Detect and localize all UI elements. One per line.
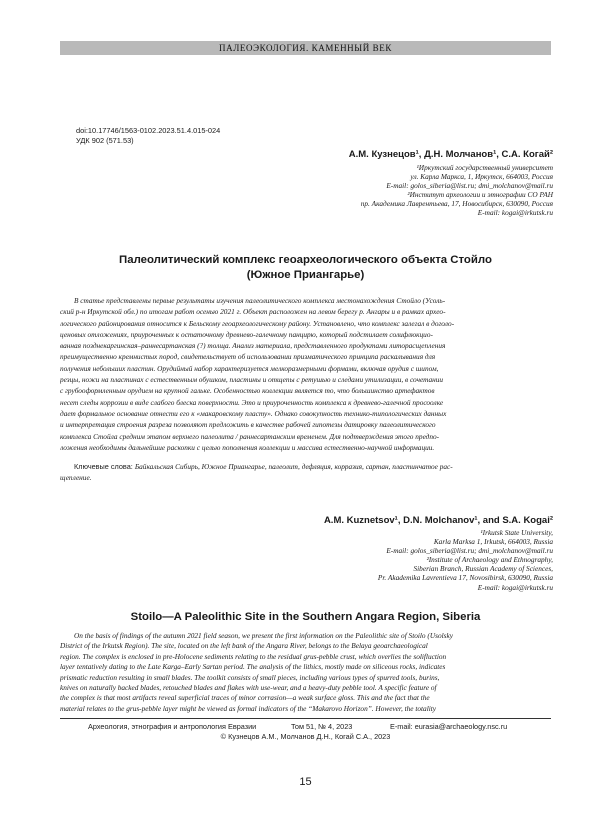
affil-email[interactable]: E-mail: kogai@irkutsk.ru xyxy=(477,582,553,592)
abstract-ru xyxy=(60,295,551,453)
affiliation-en xyxy=(378,528,553,592)
affil-line: Karla Marksa 1, Irkutsk, 664003, Russia xyxy=(433,537,553,547)
abstract-line: несет следы коррозии в виде слабого блеска поверхности. Это и приуроченность комплекса к древнево-галечной просоолке xyxy=(60,397,444,407)
journal-email[interactable]: E-mail: eurasia@archaeology.nsc.ru xyxy=(390,722,508,731)
abstract-line: резцы, ножи на пластинах с естественным обушком, пластины и отщепы с ретушью и следами утилизации, в сочетании xyxy=(60,375,444,385)
abstract-line: дает формальное основание отнести его к «макаровскому пласту». Однако совокупность технико-типологических данных xyxy=(60,408,447,418)
affil-email[interactable]: E-mail: kogai@irkutsk.ru xyxy=(477,208,553,218)
abstract-line: и интерпретация строения разреза позволяют предложить в качестве рабочей гипотезы датировку палеолитического xyxy=(60,420,436,430)
doi[interactable]: doi:10.17746/1563-0102.2023.51.4.015-024 xyxy=(76,126,221,135)
abstract-line: преимущественно кремнистых пород, свидетельствует об использовании призматического принципа раскалывания для xyxy=(60,352,436,362)
affil-line: ²Institute of Archaeology and Ethnography, xyxy=(426,555,553,565)
page-number: 15 xyxy=(299,776,312,788)
abstract-line: ценовых отложениях, приуроченных к остаточному древнево-галечному панцирю, который подстилает солифлюкцио- xyxy=(60,329,433,339)
title-line: Палеолитический комплекс геоархеологического объекта Стойло xyxy=(119,254,492,266)
abstract-line: the complex is that most artifacts reveal superficial traces of minor corrasion—a weak surface gloss. This and the fact that the xyxy=(60,693,430,703)
keywords-text: Байкальская Сибирь, Южное Приангарье, палеолит, дефляция, корразия, сартан, пластинчатое рас- xyxy=(134,462,453,471)
affil-email[interactable]: E-mail: golos_siberia@list.ru; dmi_molchanov@mail.ru xyxy=(386,181,553,191)
footer-divider xyxy=(60,718,551,719)
abstract-line: prismatic reduction resulting in small blades. The toolkit consists of small pieces, including various types of spurred tools, burins, xyxy=(60,672,440,682)
abstract-line: логического районирования относится к Бельскому геоархеологическому району. Установлено, что комплекс залегал в доголо- xyxy=(60,318,455,328)
affil-line: пр. Академика Лаврентьева, 17, Новосибирск, 630090, Россия xyxy=(360,199,553,209)
journal-name: Археология, этнография и антропология Евразии xyxy=(88,722,257,731)
abstract-line: получения небольших пластин. Орудийный набор характеризуется мелкоразмерными формами, включая орудия с шипом, xyxy=(60,363,439,373)
authors-en: A.M. Kuznetsov¹, D.N. Molchanov¹, and S.A. Kogai² xyxy=(323,515,553,526)
section-header: ПАЛЕОЭКОЛОГИЯ. КАМЕННЫЙ ВЕК xyxy=(60,41,551,55)
affil-line: ¹Иркутский государственный университет xyxy=(416,163,553,172)
abstract-line: комплекса Стойла средним этапом верхнего палеолита / раннесартанским временем. Для подтверждения этого предпо- xyxy=(60,431,440,441)
affil-line: ²Институт археологии и этнографии СО РАН xyxy=(407,190,553,200)
abstract-en xyxy=(60,631,551,714)
abstract-line: ский р-н Иркутской обл.) по итогам работ осенью 2021 г. Объект расположен на левом берегу р. Ангары и в рамках архео- xyxy=(60,307,446,317)
abstract-line: В статье представлены первые результаты изучения палеолитического комплекса местонахождения Стойло (Усоль- xyxy=(74,296,446,305)
copyright: © Кузнецов А.М., Молчанов Д.Н., Когай С.А., 2023 xyxy=(220,732,391,741)
abstract-line: District of the Irkutsk Region). The site, located on the left bank of the Angara River, belongs to the Belaya geoarchaeological xyxy=(60,641,428,651)
abstract-line: knives on naturally backed blades, retouched blades and flakes with use-wear, and a heavy-duty pebble tool. A specific feature of xyxy=(60,683,437,693)
keywords-text-cont: щепление. xyxy=(60,473,92,483)
affil-email[interactable]: E-mail: golos_siberia@list.ru; dmi_molchanov@mail.ru xyxy=(386,546,553,556)
udk: УДК 902 (571.53) xyxy=(76,136,134,145)
title-ru xyxy=(60,253,551,283)
abstract-line: ванная позднекаргинская–раннесартанская (?) толща. Анализ материала, представленного продуктами литорасщепления xyxy=(60,341,446,351)
abstract-line: material relates to the grus-pebble layer might be viewed as formal indicators of the “Makarovo Horizon”. However, the totality xyxy=(60,703,437,713)
title-line: (Южное Приангарье) xyxy=(246,269,365,281)
affil-line: ул. Карла Маркса, 1, Иркутск, 664003, Россия xyxy=(410,172,553,182)
affiliation-ru xyxy=(361,163,553,218)
affil-line: Pr. Akademika Lavrentieva 17, Novosibirsk, 630090, Russia xyxy=(377,573,553,583)
affil-line: Siberian Branch, Russian Academy of Sciences, xyxy=(413,564,553,574)
abstract-line: region. The complex is enclosed in pre-Holocene sediments relating to the residual grus-pebble crust, which overlies the solifluction xyxy=(60,651,447,661)
affil-line: ¹Irkutsk State University, xyxy=(480,528,553,537)
abstract-line: с грубооформленным орудием на крупной гальке. Особенностью коллекции является то, что большинство артефактов xyxy=(60,386,435,396)
keywords-ru xyxy=(60,461,551,484)
abstract-line: On the basis of findings of the autumn 2021 field season, we present the first information on the Paleolithic site of Stoilo (Usolsky xyxy=(74,631,453,640)
authors-ru: А.М. Кузнецов¹, Д.Н. Молчанов¹, С.А. Когай² xyxy=(348,149,553,160)
keywords-label: Ключевые слова: xyxy=(74,462,135,471)
abstract-line: layer tentatively dating to the Late Karga–Early Sartan period. The analysis of the lithics, mostly made on siliceous rocks, indicates xyxy=(60,662,446,672)
journal-volume: Том 51, № 4, 2023 xyxy=(291,722,353,731)
title-en: Stoilo—A Paleolithic Site in the Southern Angara Region, Siberia xyxy=(130,611,481,623)
abstract-line: ложения необходимы дальнейшие раскопки с целью пополнения коллекции и массива естественно-научной информации. xyxy=(60,442,435,452)
